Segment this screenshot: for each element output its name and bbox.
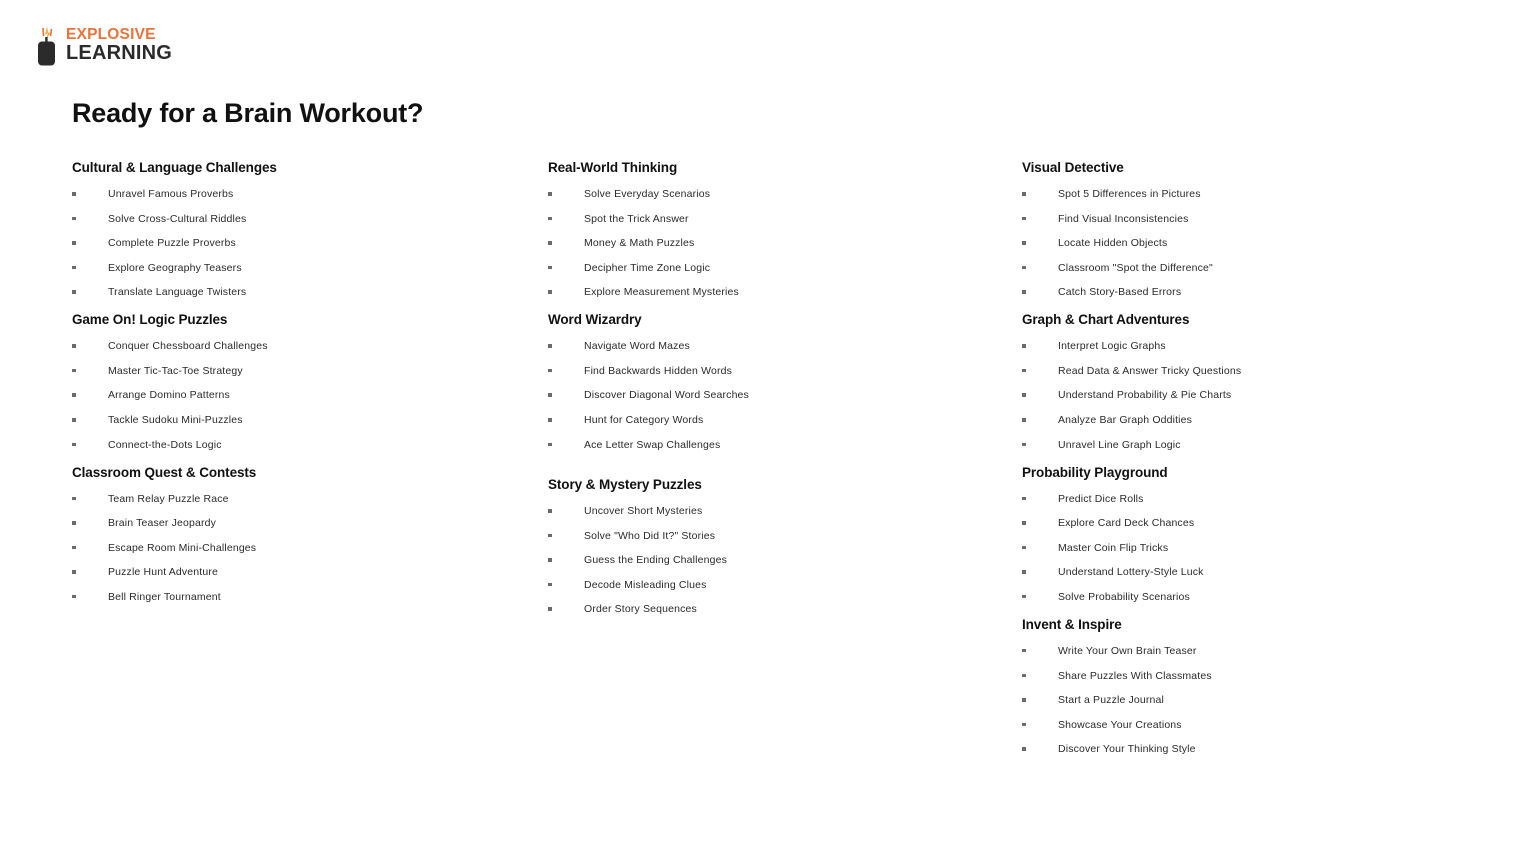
list-item [548, 530, 948, 542]
list-item [1022, 439, 1464, 451]
bullet-icon [1022, 344, 1026, 348]
list-item [72, 188, 474, 200]
list-item-label: Money & Math Puzzles [584, 237, 695, 250]
bullet-icon [1022, 698, 1026, 702]
list-item [72, 262, 474, 274]
list-item-label: Guess the Ending Challenges [584, 554, 727, 567]
logo-line-primary: EXPLOSIVE [66, 25, 156, 43]
list-item-label: Read Data & Answer Tricky Questions [1058, 364, 1242, 377]
list-item-label: Explore Card Deck Chances [1058, 517, 1195, 530]
list-item [1022, 188, 1464, 200]
list-item-label: Bell Ringer Tournament [108, 590, 221, 603]
bullet-icon [548, 418, 552, 422]
bullet-icon [548, 443, 552, 447]
group-real-world-thinking [548, 160, 948, 298]
list-item [1022, 743, 1464, 755]
content-columns [0, 160, 1536, 768]
logo-line-secondary: LEARNING [66, 42, 173, 65]
list-item [548, 439, 948, 451]
bullet-icon [1022, 497, 1026, 501]
list-item [548, 389, 948, 401]
group-item-list [548, 188, 948, 298]
list-item [72, 439, 474, 451]
list-item-label: Order Story Sequences [584, 603, 697, 616]
list-item [1022, 286, 1464, 298]
bullet-icon [1022, 290, 1026, 294]
list-item-label: Understand Probability & Pie Charts [1058, 389, 1232, 402]
group-title: Game On! Logic Puzzles [72, 312, 228, 328]
list-item-label: Solve Everyday Scenarios [584, 188, 711, 200]
bullet-icon [1022, 595, 1026, 599]
group-title: Graph & Chart Adventures [1022, 312, 1190, 328]
group-title: Visual Detective [1022, 160, 1124, 175]
list-item [1022, 262, 1464, 274]
list-item-label: Unravel Famous Proverbs [108, 188, 234, 200]
list-item [72, 365, 474, 377]
bullet-icon [72, 344, 76, 348]
bullet-icon [1022, 418, 1026, 422]
bullet-icon [72, 443, 76, 447]
bullet-icon [72, 241, 76, 245]
list-item [548, 579, 948, 591]
bullet-icon [1022, 393, 1026, 397]
column-3 [948, 160, 1464, 768]
brand-logo [34, 24, 172, 66]
column-1 [0, 160, 474, 768]
list-item-label: Connect-the-Dots Logic [108, 438, 222, 451]
list-item [72, 286, 474, 298]
bullet-icon [548, 583, 552, 587]
bullet-icon [548, 393, 552, 397]
list-item-label: Hunt for Category Words [584, 414, 704, 426]
group-game-on-logic-puzzles [72, 312, 474, 450]
list-item-label: Navigate Word Mazes [584, 340, 690, 353]
page-title: Ready for a Brain Workout? [72, 98, 424, 128]
bullet-icon [72, 418, 76, 422]
group-graph-chart-adventures [1022, 312, 1464, 450]
list-item-label: Arrange Domino Patterns [108, 389, 230, 402]
list-item-label: Solve Probability Scenarios [1058, 590, 1190, 603]
list-item [1022, 237, 1464, 249]
bullet-icon [548, 266, 552, 270]
group-title: Classroom Quest & Contests [72, 464, 257, 480]
bullet-icon [548, 241, 552, 245]
group-probability-playground [1022, 465, 1464, 603]
list-item-label: Team Relay Puzzle Race [108, 492, 229, 505]
list-item [1022, 517, 1464, 529]
list-item [1022, 365, 1464, 377]
bullet-icon [1022, 521, 1026, 525]
list-item [548, 554, 948, 566]
group-title: Invent & Inspire [1022, 616, 1122, 632]
list-item-label: Ace Letter Swap Challenges [584, 438, 721, 451]
bullet-icon [1022, 723, 1026, 727]
list-item [1022, 414, 1464, 426]
bullet-icon [72, 595, 76, 599]
bullet-icon [548, 192, 552, 196]
group-item-list [72, 188, 474, 298]
bullet-icon [1022, 649, 1026, 653]
group-item-list [1022, 340, 1464, 450]
list-item [1022, 645, 1464, 657]
group-invent-inspire [1022, 617, 1464, 755]
list-item-label: Unravel Line Graph Logic [1058, 438, 1181, 451]
group-item-list [548, 505, 948, 615]
group-word-wizardry [548, 312, 948, 450]
group-title: Story & Mystery Puzzles [548, 477, 702, 493]
bullet-icon [72, 290, 76, 294]
bullet-icon [1022, 266, 1026, 270]
list-item [1022, 591, 1464, 603]
bullet-icon [548, 607, 552, 611]
list-item-label: Explore Geography Teasers [108, 261, 242, 274]
group-story-mystery-puzzles [548, 477, 948, 615]
group-visual-detective [1022, 160, 1464, 298]
bullet-icon [1022, 674, 1026, 678]
list-item-label: Uncover Short Mysteries [584, 505, 703, 518]
list-item [548, 286, 948, 298]
list-item-label: Share Puzzles With Classmates [1058, 669, 1212, 682]
list-item-label: Explore Measurement Mysteries [584, 286, 739, 299]
list-item-label: Discover Your Thinking Style [1058, 743, 1196, 756]
bullet-icon [1022, 747, 1026, 751]
bomb-icon [34, 24, 60, 66]
list-item [548, 365, 948, 377]
list-item [1022, 340, 1464, 352]
bullet-icon [1022, 443, 1026, 447]
list-item-label: Translate Language Twisters [108, 286, 247, 299]
group-title: Real-World Thinking [548, 160, 678, 175]
list-item [1022, 213, 1464, 225]
bullet-icon [72, 546, 76, 550]
bullet-icon [72, 217, 76, 221]
list-item-label: Decode Misleading Clues [584, 578, 707, 591]
list-item-label: Showcase Your Creations [1058, 718, 1182, 731]
bullet-icon [72, 570, 76, 574]
spacer [548, 463, 948, 477]
list-item-label: Solve Cross-Cultural Riddles [108, 212, 247, 225]
list-item-label: Predict Dice Rolls [1058, 492, 1144, 505]
list-item-label: Brain Teaser Jeopardy [108, 517, 217, 530]
bullet-icon [548, 534, 552, 538]
list-item [548, 340, 948, 352]
bullet-icon [72, 369, 76, 373]
list-item [548, 414, 948, 426]
bullet-icon [1022, 192, 1026, 196]
list-item-label: Find Visual Inconsistencies [1058, 212, 1189, 225]
bullet-icon [72, 393, 76, 397]
list-item [1022, 566, 1464, 578]
list-item [548, 188, 948, 200]
list-item [1022, 670, 1464, 682]
group-item-list [1022, 493, 1464, 603]
list-item [72, 566, 474, 578]
list-item [72, 591, 474, 603]
list-item-label: Analyze Bar Graph Oddities [1058, 414, 1193, 426]
bullet-icon [548, 558, 552, 562]
list-item [548, 213, 948, 225]
list-item-label: Start a Puzzle Journal [1058, 694, 1165, 707]
list-item-label: Spot the Trick Answer [584, 212, 689, 225]
list-item-label: Conquer Chessboard Challenges [108, 340, 268, 353]
list-item [72, 340, 474, 352]
list-item [72, 213, 474, 225]
list-item-label: Find Backwards Hidden Words [584, 364, 732, 377]
list-item-label: Interpret Logic Graphs [1058, 340, 1166, 353]
group-item-list [72, 493, 474, 603]
bullet-icon [72, 497, 76, 501]
list-item [548, 603, 948, 615]
list-item-label: Spot 5 Differences in Pictures [1058, 188, 1201, 200]
list-item [72, 493, 474, 505]
list-item [72, 414, 474, 426]
list-item [72, 389, 474, 401]
list-item [72, 237, 474, 249]
list-item [1022, 389, 1464, 401]
list-item-label: Master Coin Flip Tricks [1058, 541, 1169, 554]
bullet-icon [1022, 369, 1026, 373]
list-item-label: Catch Story-Based Errors [1058, 286, 1182, 299]
list-item-label: Discover Diagonal Word Searches [584, 389, 749, 402]
bullet-icon [1022, 570, 1026, 574]
list-item [72, 517, 474, 529]
bullet-icon [548, 369, 552, 373]
list-item-label: Escape Room Mini-Challenges [108, 541, 257, 554]
group-title: Cultural & Language Challenges [72, 160, 277, 175]
bullet-icon [72, 192, 76, 196]
list-item-label: Puzzle Hunt Adventure [108, 566, 218, 579]
group-item-list [1022, 645, 1464, 755]
list-item-label: Write Your Own Brain Teaser [1058, 644, 1197, 657]
bullet-icon [548, 290, 552, 294]
list-item-label: Classroom "Spot the Difference" [1058, 261, 1213, 274]
group-title: Probability Playground [1022, 464, 1168, 480]
group-title: Word Wizardry [548, 312, 642, 328]
list-item [1022, 493, 1464, 505]
list-item [72, 542, 474, 554]
list-item-label: Decipher Time Zone Logic [584, 261, 711, 274]
bullet-icon [548, 344, 552, 348]
bullet-icon [548, 217, 552, 221]
list-item-label: Complete Puzzle Proverbs [108, 237, 236, 250]
bullet-icon [548, 509, 552, 513]
list-item [1022, 694, 1464, 706]
list-item [1022, 542, 1464, 554]
list-item-label: Solve "Who Did It?" Stories [584, 529, 716, 542]
list-item [548, 262, 948, 274]
list-item-label: Master Tic-Tac-Toe Strategy [108, 364, 243, 377]
list-item-label: Tackle Sudoku Mini-Puzzles [108, 414, 243, 426]
list-item [548, 237, 948, 249]
group-item-list [548, 340, 948, 450]
list-item [548, 505, 948, 517]
group-item-list [72, 340, 474, 450]
bullet-icon [72, 521, 76, 525]
column-2 [474, 160, 948, 768]
bullet-icon [1022, 217, 1026, 221]
bullet-icon [72, 266, 76, 270]
list-item [1022, 719, 1464, 731]
list-item-label: Locate Hidden Objects [1058, 237, 1168, 250]
list-item-label: Understand Lottery-Style Luck [1058, 566, 1204, 579]
bullet-icon [1022, 241, 1026, 245]
group-cultural-language-challenges [72, 160, 474, 298]
bullet-icon [1022, 546, 1026, 550]
group-item-list [1022, 188, 1464, 298]
group-classroom-quest-contests [72, 465, 474, 603]
